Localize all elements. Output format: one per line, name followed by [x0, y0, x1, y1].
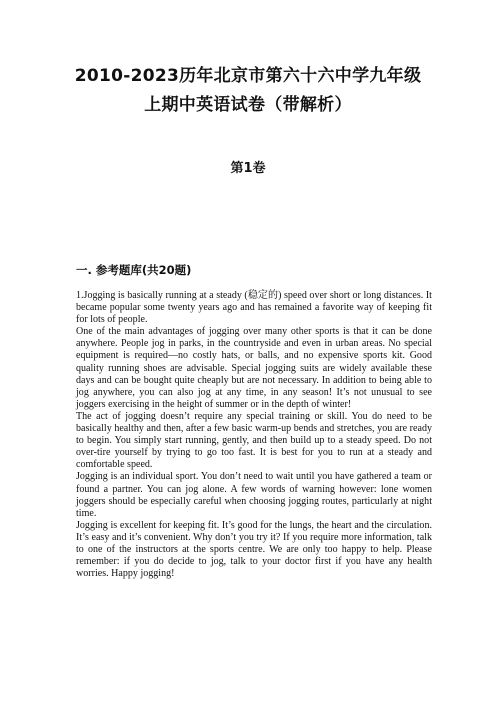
passage-paragraph-3: The act of jogging doesn’t require any special training or skill. You do need to be basically healthy and then, after a few basic warm-up bends and stretches, you are ready to begin. You simply start running, gently, and then build up to a steady speed. Do not over-tire yourself by trying to go too fast. It is best for you to run at a steady and comfortable speed. [76, 410, 432, 471]
document-title-line-2: 上期中英语试卷（带解析） [144, 95, 352, 115]
passage-paragraph-4: Jogging is an individual sport. You don’t need to wait until you have gathered a team or found a partner. You can jog alone. A few words of warning however: lone women joggers should be especially careful when choosing jogging routes, particularly at night time. [76, 471, 432, 519]
section-heading: 一. 参考题库(共20题) [76, 263, 192, 277]
document-title-line-1: 2010-2023历年北京市第六十六中学九年级 [74, 66, 422, 86]
passage-paragraph-1: 1.Jogging is basically running at a steady (稳定的) speed over short or long distances. It became popular some twenty years ago and has remained a favorite way of keeping fit for lots of people. [76, 290, 432, 326]
reading-passage [76, 290, 432, 580]
passage-paragraph-5: Jogging is excellent for keeping fit. It’s good for the lungs, the heart and the circulation. It’s easy and it’s convenient. Why don’t you try it? If you require more information, talk to one of the instructors at the sports centre. We are only too happy to help. Please remember: if you do decide to jog, talk to your doctor first if you have any health worries. Happy jogging! [76, 519, 432, 580]
volume-label: 第1卷 [230, 161, 266, 176]
passage-paragraph-2: One of the main advantages of jogging over many other sports is that it can be done anywhere. People jog in parks, in the countryside and even in urban areas. No special equipment is required—no costly hats, or balls, and no expensive sports kit. Good quality running shoes are advisable. Special jogging suits are widely available these days and can be bought quite cheaply but are not necessary. In addition to being able to jog anywhere, you can also jog at any time, in any season! It’s not unusual to see joggers exercising in the height of summer or in the depth of winter! [76, 326, 432, 410]
